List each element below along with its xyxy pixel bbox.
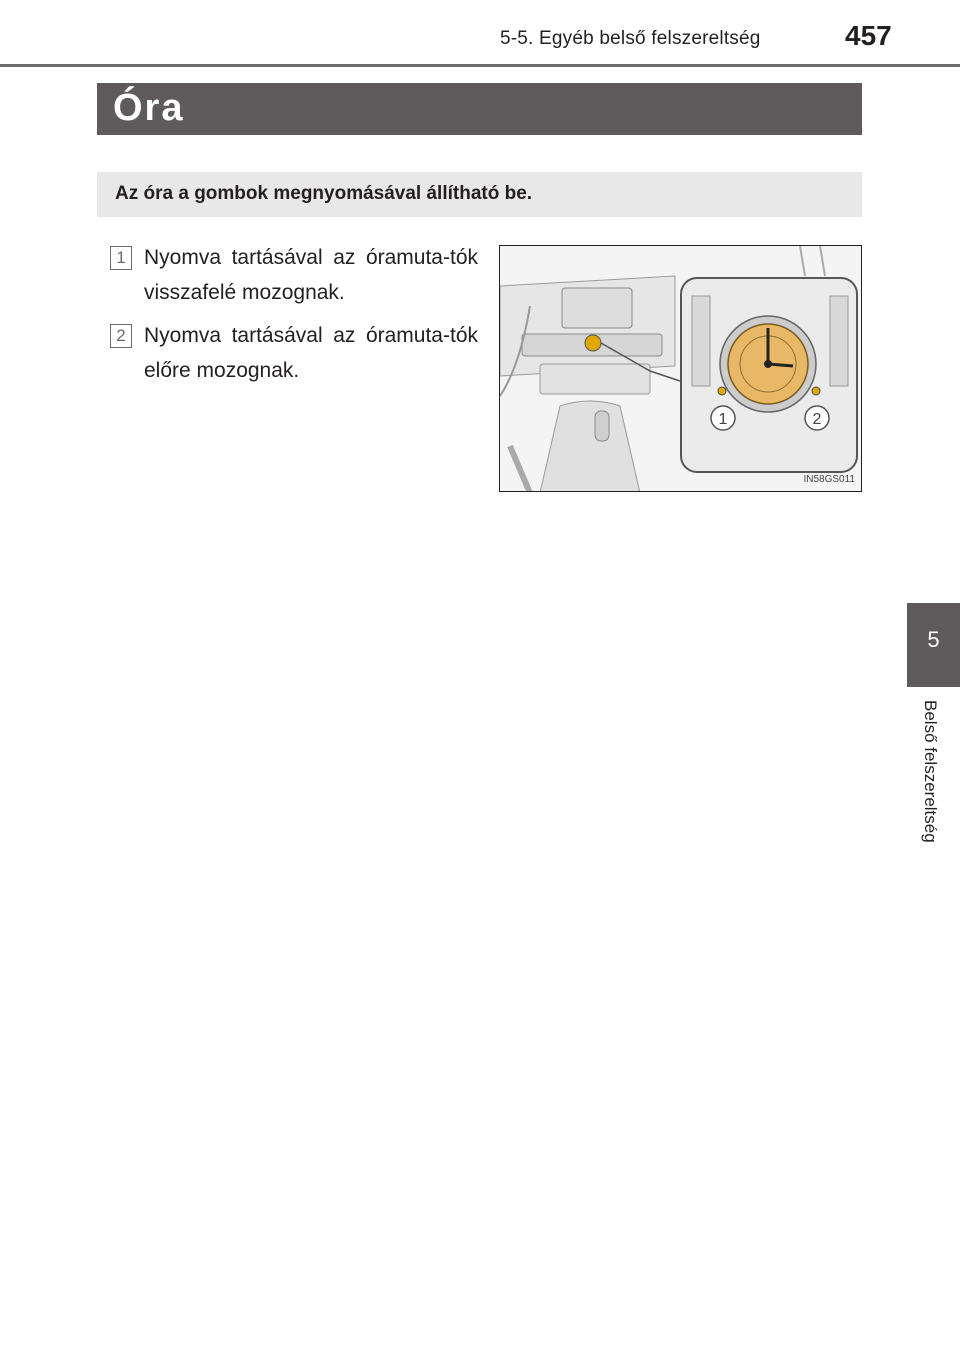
step-number: 2	[110, 324, 132, 348]
title-bar	[97, 83, 862, 135]
header-section-title: 5-5. Egyéb belső felszereltség	[500, 28, 761, 49]
page-title: Óra	[113, 87, 185, 129]
chapter-label-text: Belső felszereltség	[921, 700, 940, 843]
callout-2: 2	[812, 411, 822, 428]
intro-box	[97, 172, 862, 217]
callout-1: 1	[718, 411, 728, 428]
clock-illustration	[499, 245, 862, 492]
header-rule	[0, 64, 960, 67]
chapter-number: 5	[927, 627, 940, 652]
illustration-code: IN58GS011	[803, 474, 855, 485]
step-text: Nyomva tartásával az óramuta-tók előre mozognak.	[144, 324, 478, 382]
dashboard-clock-drawing	[500, 246, 862, 492]
page-number: 457	[845, 20, 892, 51]
step-number: 1	[110, 246, 132, 270]
chapter-tab	[907, 603, 960, 687]
step-text: Nyomva tartásával az óramuta-tók visszafelé mozognak.	[144, 246, 478, 304]
intro-text: Az óra a gombok megnyomásával állítható be.	[115, 183, 533, 204]
chapter-label	[920, 700, 940, 870]
